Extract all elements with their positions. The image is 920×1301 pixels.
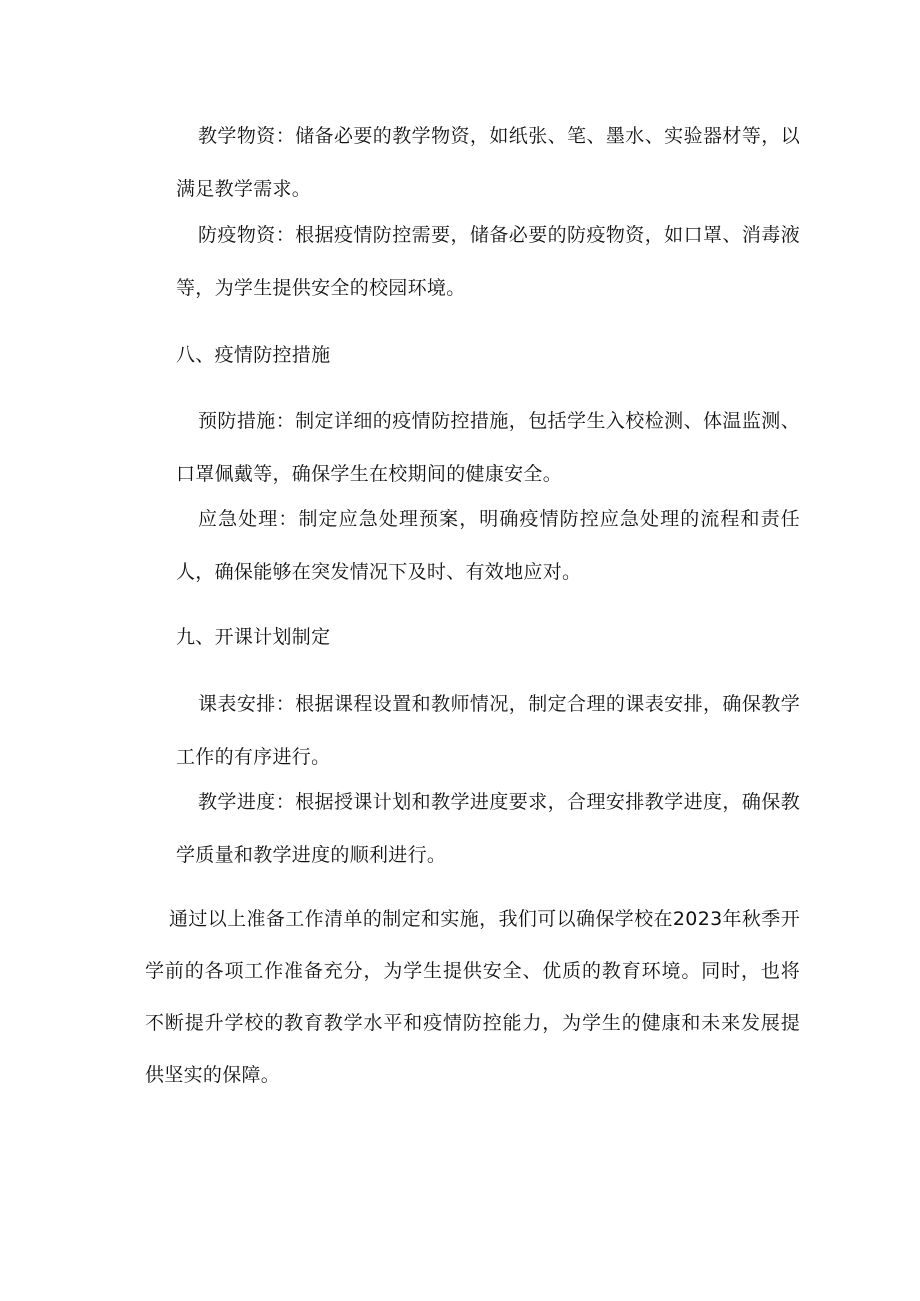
paragraph-prevention-measures: 预防措施：制定详细的疫情防控措施，包括学生入校检测、体温监测、口罩佩戴等，确保学生在校期间的健康安全。 bbox=[176, 410, 800, 485]
paragraph-schedule-arrangement: 课表安排：根据课程设置和教师情况，制定合理的课表安排，确保教学工作的有序进行。 bbox=[176, 693, 800, 768]
section-heading-course-plan: 九、开课计划制定 bbox=[176, 626, 331, 648]
paragraph-emergency-handling: 应急处理：制定应急处理预案，明确疫情防控应急处理的流程和责任人，确保能够在突发情况下及时、有效地应对。 bbox=[176, 508, 800, 583]
paragraph-conclusion: 通过以上准备工作清单的制定和实施，我们可以确保学校在2023年秋季开学前的各项工作准备充分，为学生提供安全、优质的教育环境。同时，也将不断提升学校的教育教学水平和疫情防控能力，为学生的健康和未来发展提供坚实的保障。 bbox=[145, 908, 800, 1086]
paragraph-teaching-supplies: 教学物资：储备必要的教学物资，如纸张、笔、墨水、实验器材等，以满足教学需求。 bbox=[176, 125, 800, 200]
paragraph-teaching-progress: 教学进度：根据授课计划和教学进度要求，合理安排教学进度，确保教学质量和教学进度的顺利进行。 bbox=[176, 791, 800, 866]
paragraph-epidemic-supplies: 防疫物资：根据疫情防控需要，储备必要的防疫物资，如口罩、消毒液等，为学生提供安全的校园环境。 bbox=[176, 224, 800, 299]
section-heading-epidemic-measures: 八、疫情防控措施 bbox=[176, 344, 331, 366]
